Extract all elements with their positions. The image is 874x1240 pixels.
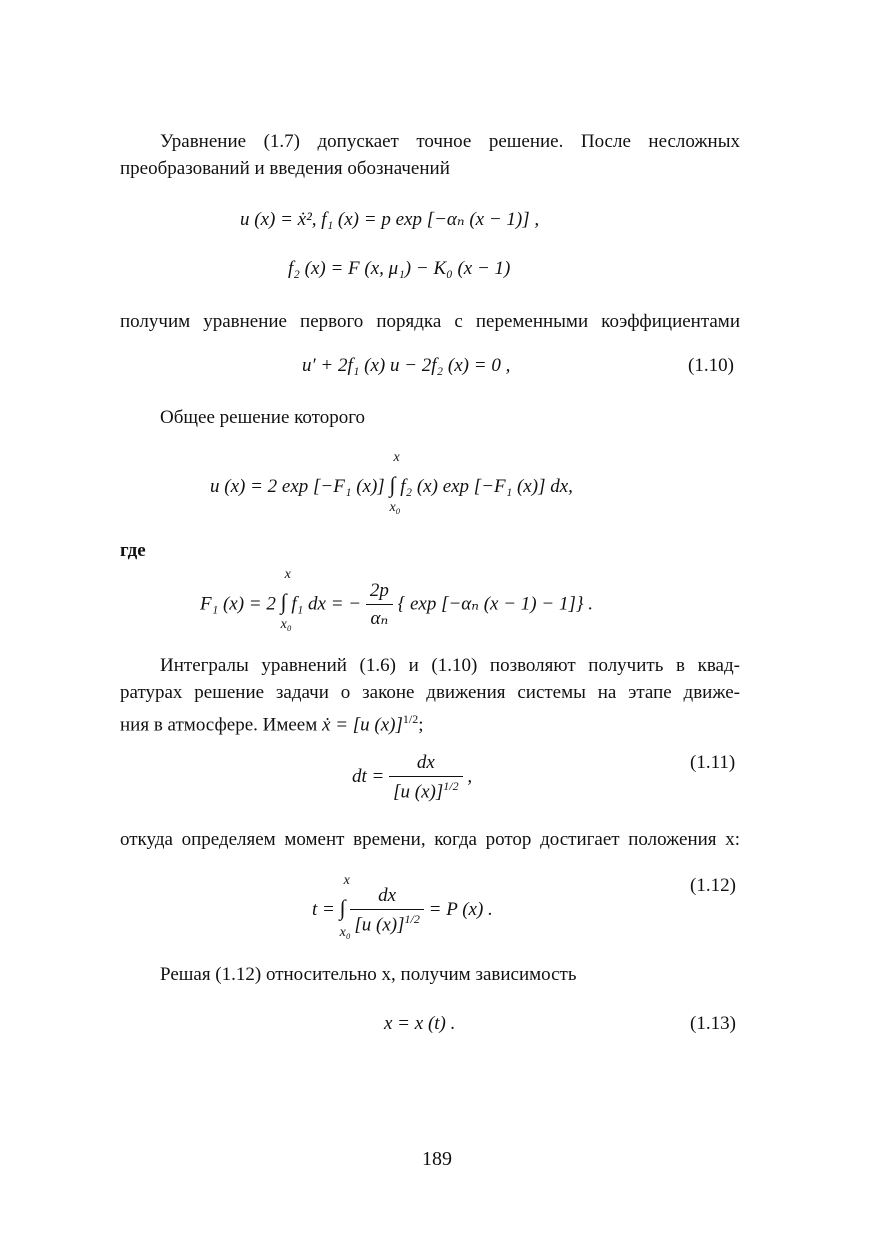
- equation-F1: [200, 567, 593, 633]
- p1-line1: Уравнение (1.7) допускает точное решение. После несложных: [160, 131, 740, 152]
- eq112-den-exp: 1/2: [404, 912, 420, 926]
- integral-sign: ∫ x x₀: [389, 450, 401, 515]
- equation-1-10: u′ + 2f₁ (x) u − 2f₂ (x) = 0 ,: [302, 355, 511, 376]
- page-number: 189: [422, 1148, 452, 1170]
- F1-numerator: 2p: [369, 580, 389, 601]
- p5-inline-exp: 1/2: [402, 712, 419, 726]
- gen-right: f₂ (x) exp [−F₁ (x)] dx,: [400, 476, 573, 497]
- F1-lower-limit: x₀: [280, 617, 292, 633]
- gen-lower-limit: x₀: [389, 500, 401, 515]
- paragraph-5: [120, 652, 740, 738]
- F1-mid: f₁ dx = −: [291, 593, 362, 615]
- F1-fraction: [366, 580, 393, 630]
- equation-number-1-10: (1.10): [688, 355, 734, 376]
- p5-line2: ратурах решение задачи о законе движения системы на этапе движе-: [120, 682, 740, 703]
- eq112-den-base: [u (x)]: [354, 914, 405, 936]
- F1-upper-limit: x: [284, 567, 291, 583]
- eq111-denominator: [389, 776, 462, 803]
- eq112-fraction: [350, 885, 423, 936]
- p5-inline-eq: ẋ = [u (x)]: [322, 714, 403, 736]
- paragraph-2: [120, 308, 740, 335]
- F1-denominator: αₙ: [366, 604, 393, 630]
- paragraph-1: [120, 128, 740, 182]
- p6-text: откуда определяем момент времени, когда ротор достигает положения x:: [120, 829, 740, 850]
- eq111-den-exp: 1/2: [443, 779, 459, 793]
- F1-right: { exp [−αₙ (x − 1) − 1]} .: [397, 593, 593, 615]
- eq112-denominator: [350, 909, 423, 936]
- eq111-numerator: dx: [416, 752, 435, 773]
- integral-sign: ∫ x x₀: [280, 567, 292, 633]
- equation-1-11: [352, 752, 472, 803]
- p1-line2: преобразований и введения обозначений: [120, 158, 450, 179]
- integral-sign: ∫ x x₀: [339, 873, 351, 941]
- eq112-numerator: dx: [378, 885, 397, 906]
- p5-line1: Интегралы уравнений (1.6) и (1.10) позволяют получить в квад-: [160, 655, 740, 676]
- equation-1-12: [312, 873, 493, 941]
- paragraph-6: [120, 826, 740, 853]
- equation-f2: f₂ (x) = F (x, μ₁) − K₀ (x − 1): [288, 258, 511, 279]
- p2-text: получим уравнение первого порядка с переменными коэффициентами: [120, 311, 740, 332]
- equation-1-13: x = x (t) .: [384, 1013, 456, 1034]
- paragraph-7: Решая (1.12) относительно x, получим зависимость: [160, 964, 577, 985]
- gen-upper-limit: x: [393, 450, 400, 465]
- eq111-fraction: [389, 752, 462, 803]
- equation-number-1-13: (1.13): [690, 1013, 736, 1034]
- p5-end: ;: [418, 714, 424, 736]
- gen-left: u (x) = 2 exp [−F₁ (x)]: [210, 476, 385, 497]
- eq111-den-base: [u (x)]: [393, 781, 444, 803]
- eq112-upper-limit: x: [343, 873, 350, 889]
- p5-line3-text: ния в атмосфере. Имеем: [120, 714, 318, 736]
- eq112-right: = P (x) .: [428, 899, 493, 921]
- equation-number-1-12: (1.12): [690, 875, 736, 896]
- eq112-left: t =: [312, 899, 335, 921]
- F1-left: F₁ (x) = 2: [200, 593, 276, 615]
- p5-line3: [120, 706, 740, 738]
- eq111-tail: ,: [467, 766, 473, 788]
- paragraph-3: Общее решение которого: [160, 407, 366, 428]
- paragraph-4: где: [120, 540, 146, 561]
- eq112-lower-limit: x₀: [339, 925, 351, 941]
- equation-u-f1: u (x) = ẋ², f₁ (x) = p exp [−αₙ (x − 1)] ,: [240, 209, 540, 230]
- equation-general-solution: [210, 450, 573, 515]
- eq111-left: dt =: [352, 766, 385, 788]
- equation-number-1-11: (1.11): [690, 752, 736, 773]
